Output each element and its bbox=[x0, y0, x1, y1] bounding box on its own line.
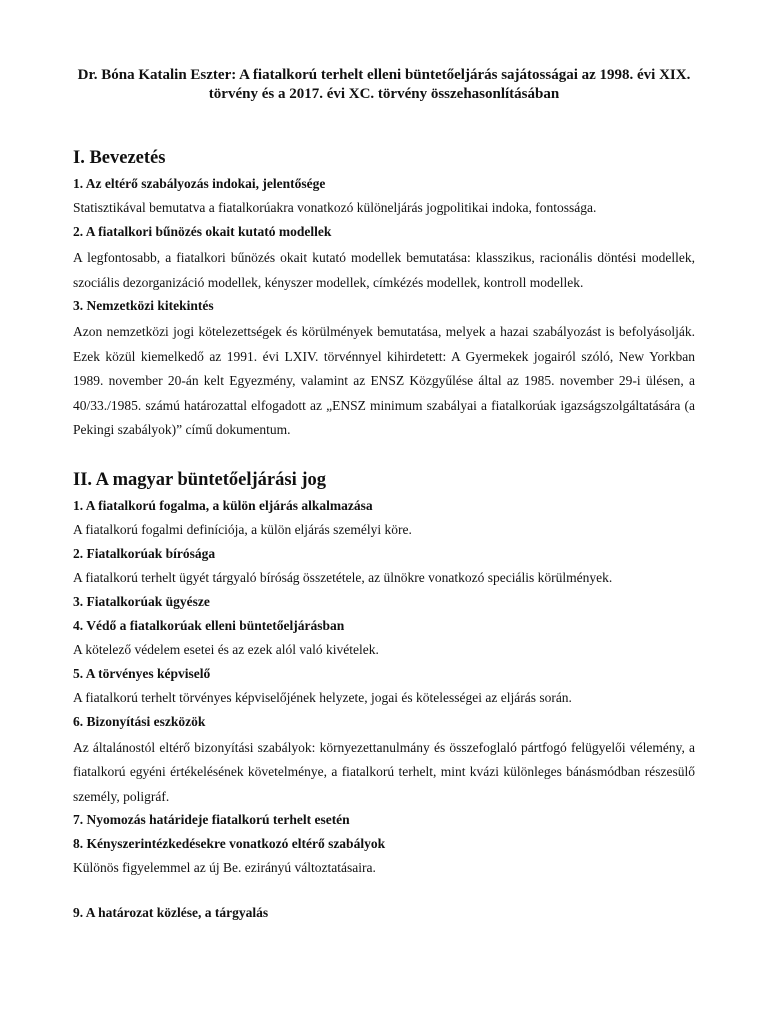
section-text-2-1: A fiatalkorú fogalmi definíciója, a külön eljárás személyi köre. bbox=[73, 521, 412, 537]
section-heading-1-3: 3. Nemzetközi kitekintés bbox=[73, 298, 214, 313]
section-text-2-6: Az általánostól eltérő bizonyítási szabályok: környezettanulmány és összefoglaló pártfogó felügyelői vélemény, a fiatalkorú egyéni értékelésének követelménye, a fiatalkorú terhelt, mint kvázi különleges bánásmódban részesülő személy, poligráf. bbox=[73, 739, 695, 804]
section-text-2-4: A kötelező védelem esetei és az ezek alól való kivételek. bbox=[73, 641, 379, 657]
section-text-1-3: Azon nemzetközi jogi kötelezettségek és körülmények bemutatása, melyek a hazai szabályozást is befolyásolják. Ezek közül kiemelkedő az 1991. évi LXIV. törvénnyel kihirdetett: A Gyermekek jogairól szóló, New Yorkban 1989. november 20-án kelt Egyezmény, valamint az ENSZ Közgyűlése által az 1985. november 29-i ülésen, a 40/33./1985. számú határozattal elfogadott az „ENSZ minimum szabályai a fiatalkorúak igazságszolgáltatására (a Pekingi szabályok)” című dokumentum. bbox=[73, 324, 695, 437]
section-text-1-1: Statisztikával bemutatva a fiatalkorúakra vonatkozó különeljárás jogpolitikai indoka, fontossága. bbox=[73, 200, 597, 215]
section-heading-2-7: 7. Nyomozás határideje fiatalkorú terhelt esetén bbox=[73, 812, 350, 827]
document-page bbox=[73, 66, 695, 927]
section-text-2-5: A fiatalkorú terhelt törvényes képviselőjének helyzete, jogai és kötelességei az eljárás során. bbox=[73, 689, 572, 705]
section-text-2-2: A fiatalkorú terhelt ügyét tárgyaló bíróság összetétele, az ülnökre vonatkozó speciális körülmények. bbox=[73, 569, 613, 585]
section-heading-2-5: 5. A törvényes képviselő bbox=[73, 665, 211, 681]
section-heading-1-2: 2. A fiatalkori bűnözés okait kutató modellek bbox=[73, 224, 332, 239]
section-text-2-8: Különös figyelemmel az új Be. ezirányú változtatásaira. bbox=[73, 860, 376, 875]
section-heading-2-6: 6. Bizonyítási eszközök bbox=[73, 713, 206, 729]
chapter-heading-bevezetes: I. Bevezetés bbox=[73, 148, 166, 168]
section-heading-1-1: 1. Az eltérő szabályozás indokai, jelentősége bbox=[73, 176, 326, 191]
document-title: Dr. Bóna Katalin Eszter: A fiatalkorú terhelt elleni büntetőeljárás sajátosságai az 1998. évi XIX. törvény és a 2017. évi XC. törvény összehasonlításában bbox=[77, 67, 691, 102]
section-heading-2-2: 2. Fiatalkorúak bírósága bbox=[73, 545, 216, 561]
chapter-heading-buntetoeljarasi-jog: II. A magyar büntetőeljárási jog bbox=[73, 469, 327, 490]
section-heading-2-3: 3. Fiatalkorúak ügyésze bbox=[73, 593, 210, 609]
section-heading-2-8: 8. Kényszerintézkedésekre vonatkozó eltérő szabályok bbox=[73, 836, 386, 851]
section-heading-2-9: 9. A határozat közlése, a tárgyalás bbox=[73, 905, 269, 920]
section-text-1-2: A legfontosabb, a fiatalkori bűnözés okait kutató modellek bemutatása: klasszikus, racionális döntési modellek, szociális dezorganizáció modellek, kényszer modellek, címkézés modellek, kontroll modellek. bbox=[73, 250, 695, 290]
section-heading-2-1: 1. A fiatalkorú fogalma, a külön eljárás alkalmazása bbox=[73, 497, 373, 513]
section-heading-2-4: 4. Védő a fiatalkorúak elleni büntetőeljárásban bbox=[73, 617, 345, 633]
